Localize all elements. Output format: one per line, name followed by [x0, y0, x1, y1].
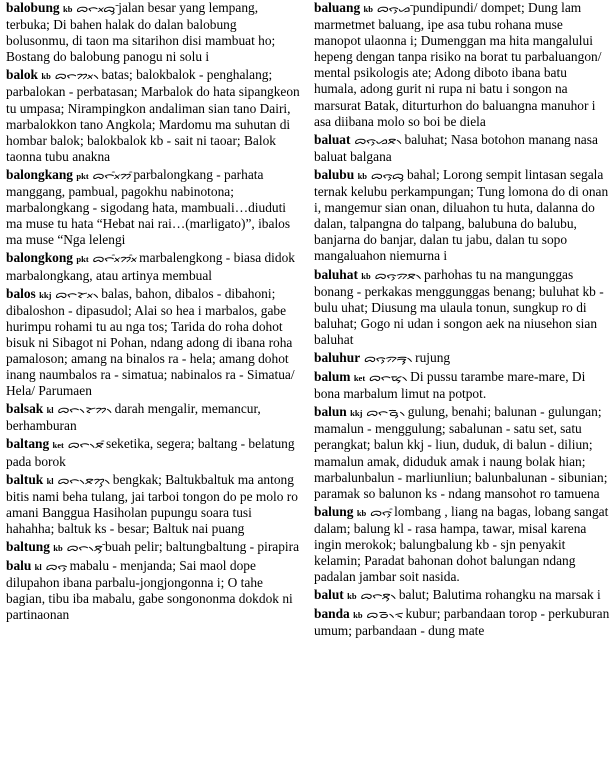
headword: balun [314, 404, 347, 420]
entry-definition: balas, bahon, dibalos - dibahoni; dibaloshon - dipasudol; Alai so hea i marbalos, gabe hurimpu rohami tu au nga tos; Tarida do roha dohot bisuk ni Sibagot ni Pohan, ndang adong di ibana roha pamaloson; amang na binalos ra - hela; amang dohot inang naumbalos ra - simatua; nabinalos ra - Simatua/ Hela/ Parumaen [6, 285, 295, 399]
headword: balongkong [6, 250, 73, 266]
dictionary-entry [314, 132, 611, 165]
batak-script: ᯅᯞᯮᯄᯮᯒ᯲ [363, 352, 412, 365]
word-class-tag: kb [361, 270, 371, 281]
entry-definition: pundipundi/ dompet; Dung lam marmetmet baluang, ipe asa tubu rohana muse manopot ulaonna i; Dumenggan ma hita mangalului hepeng dengan tanpa risiko na borat tu parbaluangon/ mental psikologis ate; Adong diboto ibana batu humala, adong gurit ni rupa ni batu i songon na marsurat Batak, diturturhon do baluangna manuhor i asa diibana molo so boi be diela [314, 0, 602, 129]
dictionary-entry [314, 350, 611, 367]
word-class-tag: kl [46, 475, 54, 486]
batak-script: ᯅᯞᯬᯘ᯲ [54, 288, 98, 301]
dictionary-entry [314, 167, 611, 265]
word-class-tag: kb [353, 610, 363, 621]
dictionary-entry [6, 436, 302, 469]
headword: baltung [6, 539, 50, 554]
batak-script: ᯅᯞᯬᯂ᯲ [54, 70, 99, 83]
dictionary-entry [314, 369, 611, 402]
headword: balut [314, 587, 344, 603]
batak-script: ᯅᯞᯮᯄᯖ᯲ [374, 269, 421, 282]
entry-definition: parhohas tu na mangunggas bonang - perkakas menggunggas benang; buluhat kb - bulu uhat; Diusung ma ulaula tonun, sungkup ro di baluhat; Gogo ni udan i songon aek na niusehon sian baluhat [314, 266, 604, 347]
batak-script: ᯅᯉ᯲ᯑ [365, 609, 403, 622]
word-class-tag: kkj [350, 408, 363, 419]
entry-definition: parbalongkang - parhata manggang, pambual, pagokhu nabinotona; marbalongkang - sigodang hata, mambuali…diuduti ma muse tu hata “Hebat nai rai…(marligato)”, ibalos ma muse “Nga lelengi [6, 166, 291, 248]
entry-definition: kubur; parbandaan torop - perkuburan umum; parbandaan - dung mate [314, 606, 610, 639]
dictionary-entry [314, 587, 611, 604]
entry-definition: gulung, benahi; balunan - gulungan; mamalun - menggulung; sabalunan - satu set, satu perangkat; balun kkj - liun, duduk, di balun - diliun; mamalun amak, diduduk amak i naung bolak hian; marbalunbalun - marliunliun; balunbalunan - sibunian; paramak so balunon ks - ndang mansohot ro tamuena [314, 404, 608, 501]
batak-script: ᯅᯞᯮᯀᯰ [376, 3, 410, 15]
entry-definition: jalan besar yang lempang, terbuka; Di bahen halak do dalan balobung bolusonmu, di taon ma sitarihon disi mambuat ho; Bostang do balobung panogu ni solu i [6, 0, 276, 65]
headword: balsak [6, 401, 44, 417]
batak-script: ᯅᯞᯮ [45, 561, 67, 574]
batak-script: ᯅᯞ᯲ᯖᯰ [67, 439, 103, 452]
dictionary-entry [6, 472, 302, 537]
dictionary-entry [314, 267, 611, 348]
headword: baluang [314, 0, 361, 15]
entry-definition: balut; Balutima rohangku na marsak i [398, 587, 601, 603]
batak-script: ᯅᯞᯮᯉ᯲ [365, 407, 405, 420]
word-class-tag: kb [347, 591, 357, 602]
word-class-tag: kb [357, 170, 368, 181]
word-class-tag: pkt [76, 254, 89, 265]
left-column [6, 0, 302, 768]
headword: balu [6, 558, 32, 574]
headword: balubu [314, 166, 355, 182]
word-class-tag: ket [52, 440, 64, 451]
dictionary-entry [314, 504, 611, 585]
batak-script: ᯅᯞᯮᯔ᯲ [368, 372, 407, 385]
word-class-tag: kb [53, 543, 63, 553]
headword: baluhat [314, 266, 358, 282]
entry-definition: marbalengkong - biasa didok marbalongkang, atau artinya membual [6, 250, 295, 283]
headword: baltang [6, 436, 50, 452]
word-class-tag: kb [62, 4, 73, 14]
word-class-tag: kb [363, 4, 373, 14]
headword: baluat [314, 131, 351, 147]
dictionary-entry [6, 0, 302, 65]
word-class-tag: ket [353, 373, 366, 384]
dictionary-entry [6, 167, 302, 248]
dictionary-entry [6, 401, 302, 434]
dictionary-entry [6, 250, 302, 283]
entry-definition: seketika, segera; baltang - belatung pada borok [6, 436, 295, 469]
headword: balung [314, 503, 354, 519]
entry-definition: batas; balokbalok - penghalang; parbalokan - perbatasan; Marbalok do hata sipangkeon tu umpasa; Nirampingkon andaliman sian tano Dairi, marbalokkon tano Angkola; Mardomu ma suhutan di hombar balok; balokbalok kb - sait ni taoar; Balok taonna tubu anakna [6, 67, 300, 164]
headword: balongkang [6, 166, 73, 182]
entry-definition: lombang , liang na bagas, lobang sangat dalam; balung kl - rasa hampa, tawar, misal karena ingin merokok; balungbalung kb - sjn penyakit kelamin; Paradat bahonan dohot balungan ndang padalan jambar soit nasida. [314, 503, 609, 585]
batak-script: ᯅᯞ᯲ᯖᯮᯰ [66, 542, 102, 554]
batak-script: ᯅᯞᯮᯰ [369, 506, 391, 519]
batak-script: ᯅᯞ᯲ᯖᯮᯂ᯲ [57, 474, 110, 487]
batak-script: ᯅᯞᯮᯖ᯲ [359, 590, 396, 603]
batak-script: ᯅᯞᯬᯰᯂᯬᯰ [92, 253, 136, 266]
batak-script: ᯅᯞᯬᯅᯮᯰ [75, 3, 115, 15]
headword: balos [6, 285, 36, 301]
dictionary-entry [6, 286, 302, 400]
headword: balum [314, 369, 351, 385]
headword: baluhur [314, 349, 361, 365]
entry-definition: buah pelir; baltungbaltung - pirapira [104, 539, 300, 554]
dictionary-entry [314, 404, 611, 502]
entry-definition: mabalu - menjanda; Sai maol dope dilupahon ibana parbalu-jongjongonna i; O tahe bagian, tibu iba mabalu, gabe songononma dokdok ni partinaonan [6, 558, 293, 623]
headword: balok [6, 67, 39, 83]
word-class-tag: pkt [76, 170, 89, 181]
word-class-tag: kb [356, 507, 367, 518]
dictionary-entry [6, 67, 302, 165]
entry-definition: Di pussu tarambe mare-mare, Di bona marbalum limut na potpot. [314, 369, 586, 402]
headword: banda [314, 606, 350, 622]
batak-script: ᯅᯞ᯲ᯘᯂ᯲ [57, 404, 112, 417]
word-class-tag: kl [46, 405, 54, 416]
right-column [314, 0, 611, 768]
entry-definition: baluhat; Nasa botohon manang nasa baluat balgana [314, 131, 598, 164]
batak-script: ᯅᯞᯮᯀᯖ᯲ [353, 134, 402, 147]
entry-definition: darah mengalir, memancur, berhamburan [6, 401, 261, 434]
word-class-tag: kl [34, 562, 42, 573]
word-class-tag: kb [41, 71, 51, 82]
headword: balobung [6, 0, 60, 15]
word-class-tag: kkj [39, 289, 52, 300]
batak-script: ᯅᯞᯬᯰᯂᯰ [92, 169, 130, 182]
entry-definition: bahal; Lorong sempit lintasan segala ternak kelubu perkampungan; Tung lomona do di onan i, mangemur sian onan, diluahon tu huta, dalanna do dalan, talpangna do talpang, balubuna do balubu, banjarna do banjar, dalan tu jabu, dalan tu sopo mangaluahon niemurna i [314, 166, 609, 264]
entry-definition: rujung [415, 349, 451, 365]
entry-definition: bengkak; Baltukbaltuk ma antong bitis nami beha tulang, jai tarboi tongon do pe molo ro amani Banggua Hasiholan pupungu soara tusi hahahha; baltuk ks - besar; Baltuk nai puang [6, 471, 298, 536]
dictionary-entry [314, 0, 611, 130]
headword: baltuk [6, 471, 44, 487]
dictionary-entry [314, 606, 611, 639]
dictionary-entry [6, 558, 302, 623]
batak-script: ᯅᯞᯮᯅᯮ [370, 169, 404, 182]
dictionary-entry [6, 539, 302, 556]
